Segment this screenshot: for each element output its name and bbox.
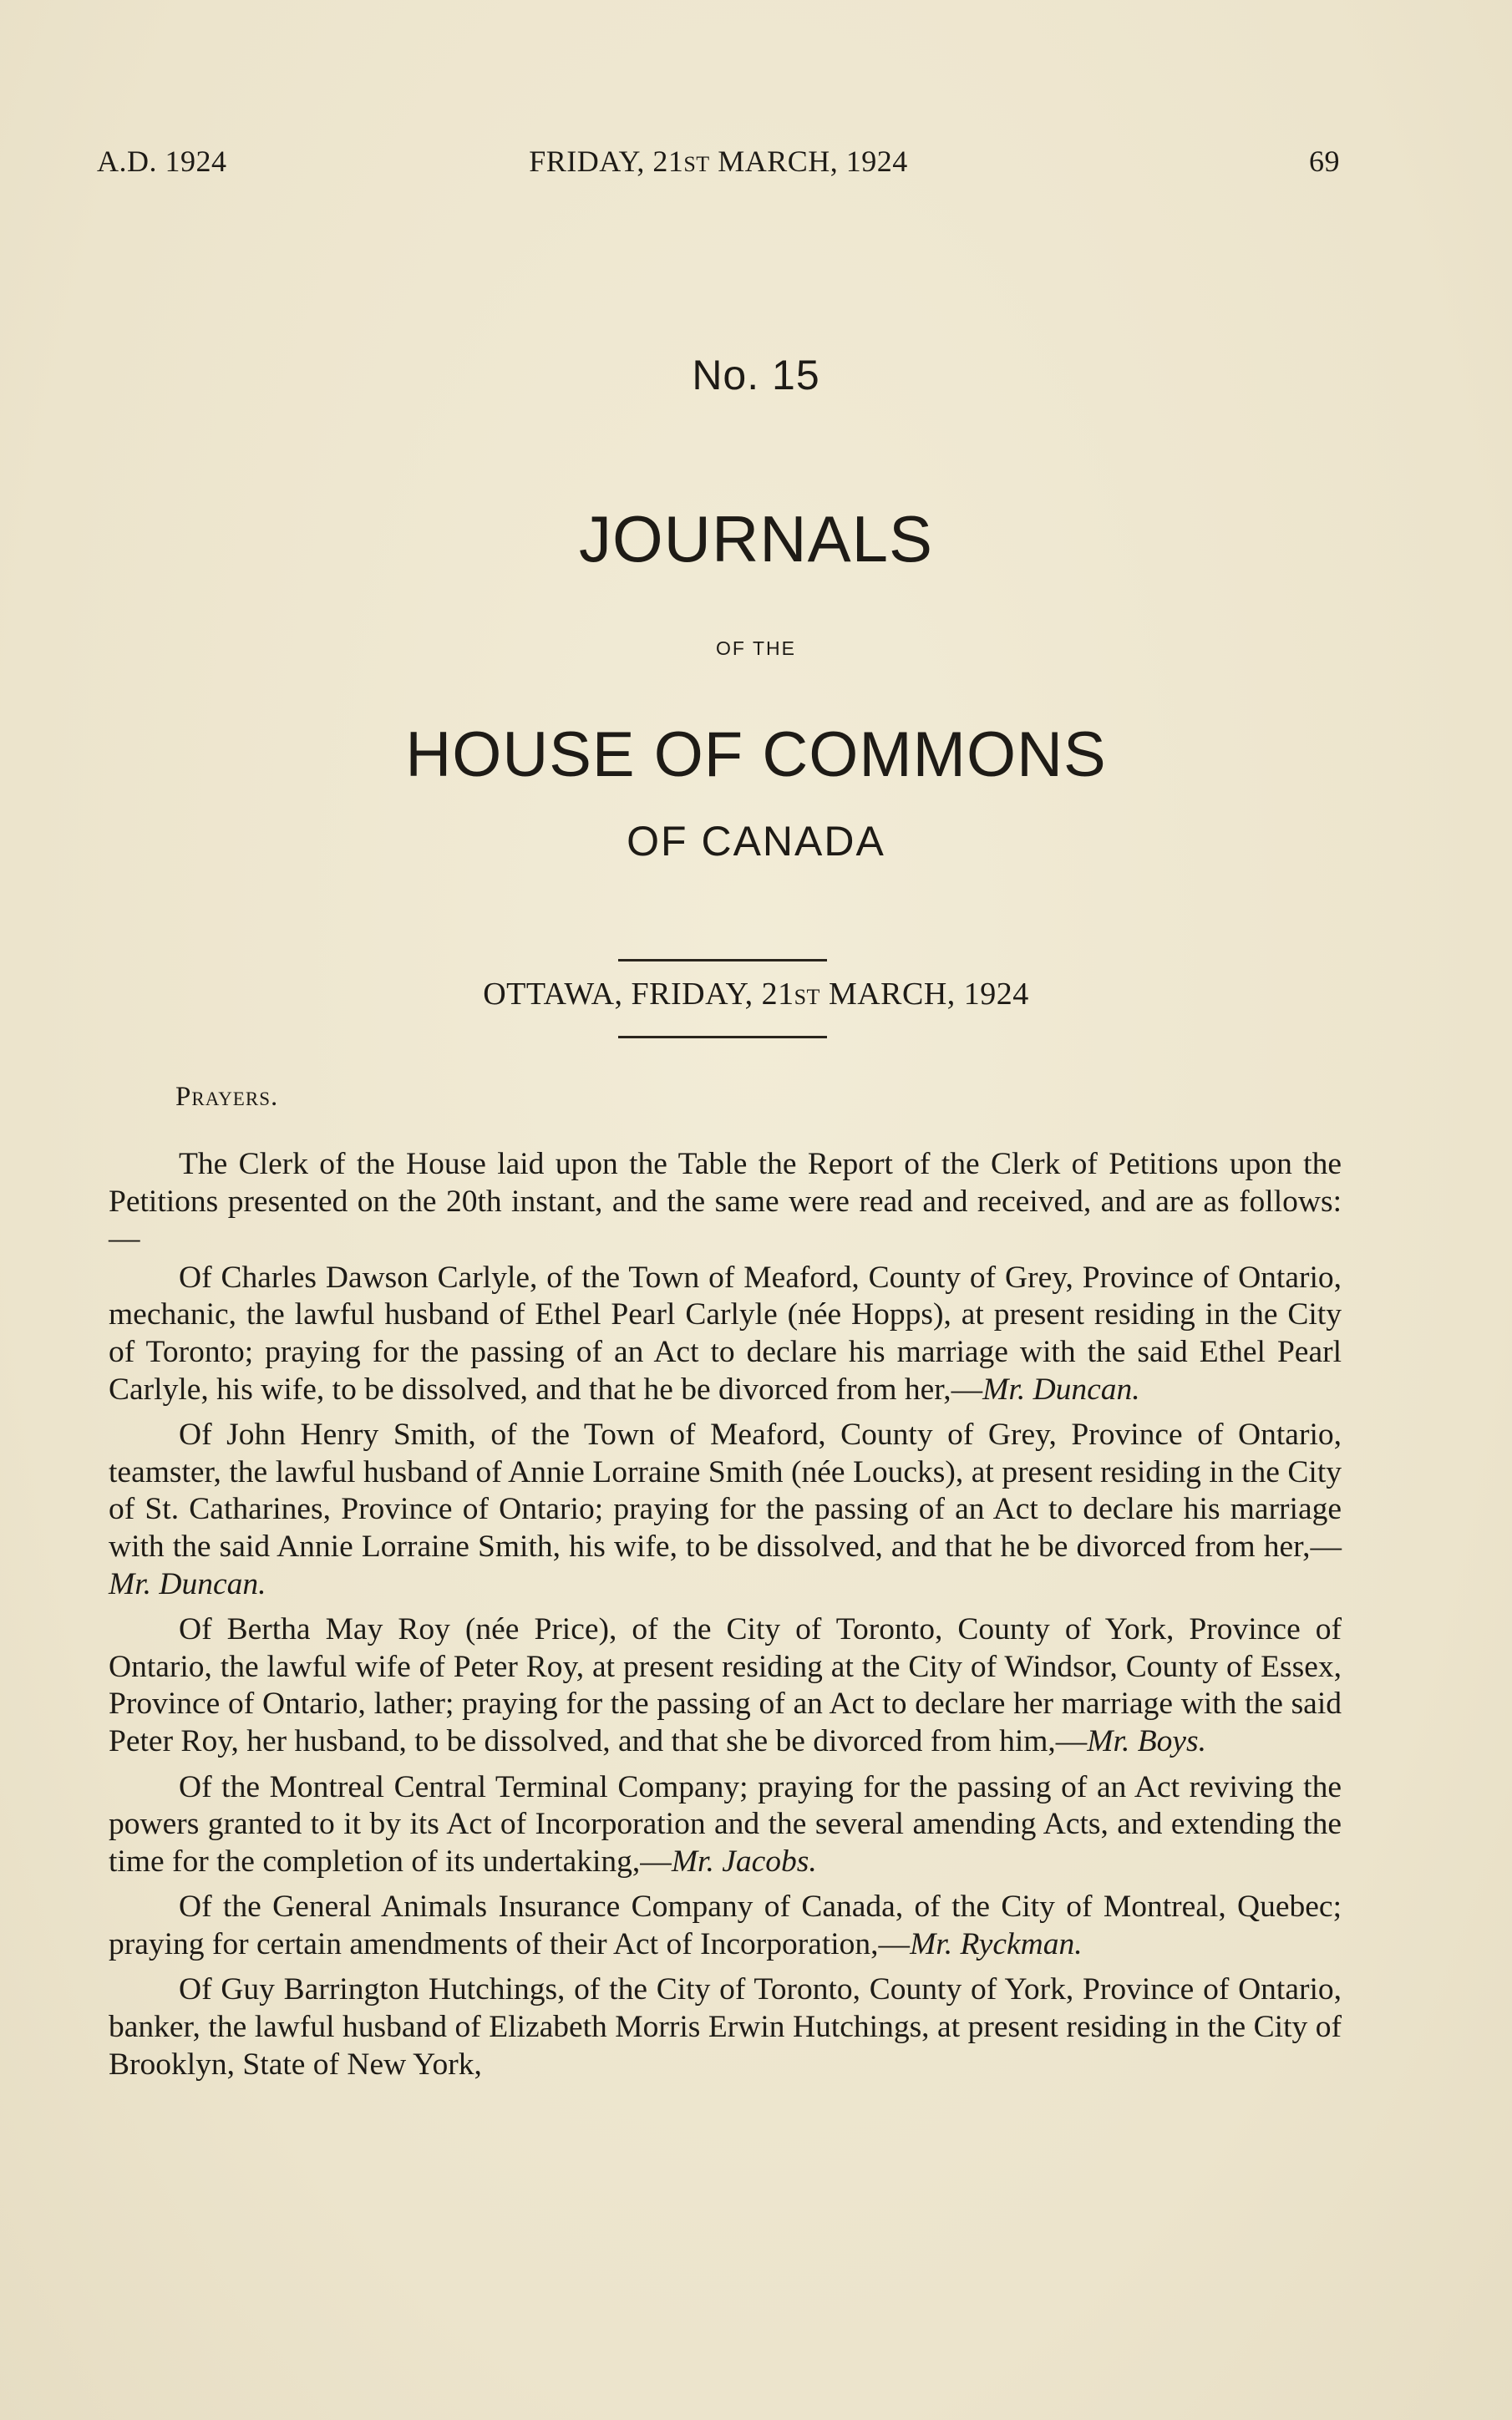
dateline-ordinal: ST	[794, 985, 820, 1009]
running-head	[97, 144, 1340, 185]
house-of-commons-title: HOUSE OF COMMONS	[405, 719, 1107, 790]
running-head-date	[97, 144, 1340, 179]
dateline	[0, 976, 1512, 1012]
petition-carlyle	[109, 1260, 1342, 1408]
paragraph-text: Of the Montreal Central Terminal Company; praying for the passing of an Act reviving the powers granted to it by its Act of Incorporation and the several amending Acts, and extending the time for the completion of its undertaking,—	[109, 1769, 1342, 1879]
page-number: 69	[1309, 145, 1340, 178]
petition-general-animals	[109, 1889, 1342, 1963]
petition-smith	[109, 1417, 1342, 1603]
petition-mover: Mr. Ryckman.	[910, 1926, 1083, 1961]
paragraph-text: Of John Henry Smith, of the Town of Meaford, County of Grey, Province of Ontario, teamster, the lawful husband of Annie Lorraine Smith (née Loucks), at present residing in the City of St. Catharines, Province of Ontario; praying for the passing of an Act to declare his marriage with the said Annie Lorraine Smith, his wife, to be dissolved, and that he be divorced from her,—	[109, 1418, 1342, 1564]
dateline-main: OTTAWA, FRIDAY, 21	[483, 977, 794, 1012]
of-canada-title: OF CANADA	[627, 818, 885, 865]
paragraph-text: The Clerk of the House laid upon the Table the Report of the Clerk of Petitions upon the Petitions presented on the 20th instant, and the same were read and received, and are as follows:—	[109, 1147, 1342, 1256]
petition-roy	[109, 1611, 1342, 1760]
bottom-divider	[618, 1036, 827, 1038]
petition-mover: Mr. Duncan.	[109, 1566, 266, 1601]
running-head-year: A.D. 1924	[97, 145, 227, 178]
petition-mover: Mr. Duncan.	[982, 1372, 1140, 1407]
journal-body	[109, 1146, 1342, 2083]
petition-mover: Mr. Boys.	[1087, 1723, 1206, 1758]
paragraph-text: Of Bertha May Roy (née Price), of the City of Toronto, County of York, Province of Ontario, the lawful wife of Peter Roy, at present residing at the City of Windsor, County of Essex, Province of Ontario, lather; praying for the passing of an Act to declare her marriage with the said Peter Roy, her husband, to be dissolved, and that she be divorced from him,—	[109, 1612, 1342, 1758]
paragraph-text: Of the General Animals Insurance Company of Canada, of the City of Montreal, Quebec; praying for certain amendments of their Act of Incorporation,—	[109, 1890, 1342, 1961]
petition-montreal-terminal	[109, 1769, 1342, 1881]
top-divider	[618, 959, 827, 961]
running-head-date-ordinal: ST	[683, 152, 710, 176]
of-the-label: OF THE	[716, 637, 796, 659]
petition-mover: Mr. Jacobs.	[671, 1844, 817, 1879]
prayers-heading: Prayers.	[175, 1082, 279, 1112]
running-head-date-rest: MARCH, 1924	[709, 145, 908, 178]
dateline-rest: MARCH, 1924	[819, 977, 1029, 1012]
running-head-date-main: FRIDAY, 21	[529, 145, 684, 178]
paragraph-text: Of Charles Dawson Carlyle, of the Town of Meaford, County of Grey, Province of Ontario, mechanic, the lawful husband of Ethel Pearl Carlyle (née Hopps), at present residing in the City of Toronto; praying for the passing of an Act to declare his marriage with the said Ethel Pearl Carlyle, his wife, to be dissolved, and that he be divorced from her,—	[109, 1260, 1342, 1407]
paragraph-clerk-report	[109, 1146, 1342, 1258]
petition-hutchings	[109, 1971, 1342, 2083]
paragraph-text: Of Guy Barrington Hutchings, of the City of Toronto, County of York, Province of Ontario, banker, the lawful husband of Elizabeth Morris Erwin Hutchings, at present residing in the City of Brooklyn, State of New York,	[109, 1972, 1342, 2082]
journal-number: No. 15	[692, 352, 820, 398]
journals-title: JOURNALS	[578, 502, 934, 576]
